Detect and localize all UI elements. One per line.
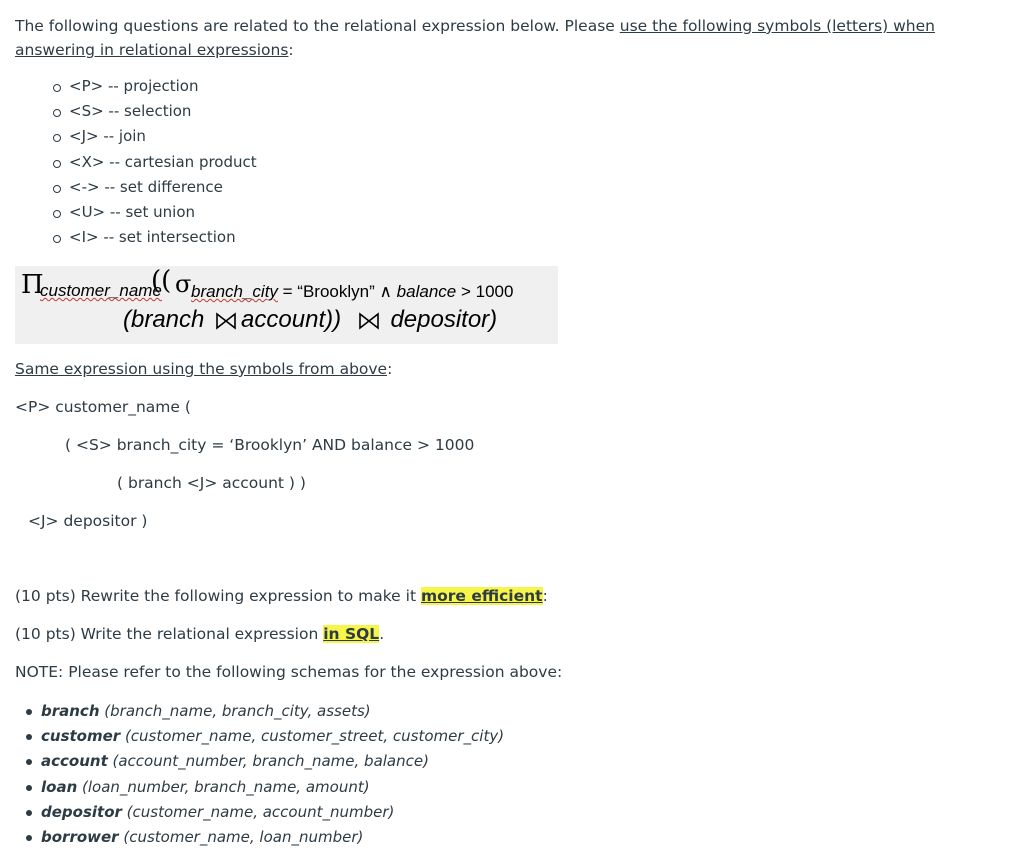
question-2 bbox=[15, 623, 384, 645]
expression-line: <P> customer_name ( bbox=[15, 398, 191, 416]
schema-name: loan bbox=[41, 777, 78, 796]
same-expression-label bbox=[15, 358, 392, 380]
schema-item bbox=[25, 749, 504, 774]
relational-formula-image bbox=[15, 266, 558, 344]
intro-paragraph bbox=[15, 14, 1005, 62]
schema-item bbox=[25, 699, 504, 724]
schema-name: account bbox=[41, 752, 108, 771]
pi-symbol: Π bbox=[21, 270, 44, 300]
selection-eq: = “Brooklyn” ∧ bbox=[277, 282, 397, 301]
schema-attrs: (loan_number, branch_name, amount) bbox=[77, 777, 370, 796]
question-2-end: . bbox=[379, 625, 385, 643]
symbol-item: <I> -- set intersection bbox=[53, 225, 1005, 250]
open-parens: (( bbox=[151, 266, 172, 296]
question-1 bbox=[15, 585, 548, 607]
symbol-item: <S> -- selection bbox=[53, 99, 1005, 124]
formula-depositor: depositor) bbox=[390, 306, 498, 333]
join-icon bbox=[358, 312, 380, 330]
question-2-text: (10 pts) Write the relational expression bbox=[15, 625, 324, 643]
symbol-item: <U> -- set union bbox=[53, 200, 1005, 225]
schema-name: branch bbox=[41, 702, 100, 720]
schema-item bbox=[25, 775, 504, 800]
formula-branch: (branch bbox=[123, 306, 205, 333]
schema-attrs: (account_number, branch_name, balance) bbox=[107, 752, 429, 771]
schema-item bbox=[25, 724, 504, 749]
symbol-list bbox=[15, 74, 1005, 250]
schema-attrs: (branch_name, branch_city, assets) bbox=[99, 702, 371, 720]
intro-colon: : bbox=[288, 41, 294, 59]
join-icon bbox=[215, 312, 237, 330]
symbol-item: <J> -- join bbox=[53, 124, 1005, 149]
intro-text: The following questions are related to the relational expression below. Please bbox=[15, 17, 620, 35]
selection-rest: > 1000 bbox=[456, 282, 514, 301]
schema-attrs: (customer_name, customer_street, customer_city) bbox=[120, 727, 505, 746]
schema-attrs: (customer_name, account_number) bbox=[121, 802, 395, 821]
schema-item bbox=[25, 825, 504, 850]
question-1-text: (10 pts) Rewrite the following expression to make it bbox=[15, 587, 421, 605]
schema-note: NOTE: Please refer to the following schemas for the expression above: bbox=[15, 663, 563, 681]
formula-line-2 bbox=[123, 306, 497, 334]
projection-subscript: customer_name bbox=[40, 281, 162, 300]
formula-account: account)) bbox=[241, 306, 342, 333]
selection-attr2: balance bbox=[396, 282, 457, 301]
expression-line: ( <S> branch_city = ‘Brooklyn’ AND balance > 1000 bbox=[65, 436, 475, 454]
schema-name: borrower bbox=[41, 828, 119, 847]
sigma-symbol: σ bbox=[175, 270, 192, 298]
question-1-end: : bbox=[542, 587, 548, 605]
symbol-item: <-> -- set difference bbox=[53, 175, 1005, 200]
selection-attr: branch_city bbox=[191, 282, 278, 301]
schema-item bbox=[25, 800, 504, 825]
schema-attrs: (customer_name, loan_number) bbox=[118, 828, 364, 847]
schema-name: depositor bbox=[41, 802, 122, 821]
question-content bbox=[15, 14, 1005, 847]
question-2-highlight: in SQL bbox=[323, 625, 380, 643]
intro-symbols-instruction: use the following symbols (letters) when answering in relational expressions bbox=[15, 17, 935, 59]
symbol-item: <P> -- projection bbox=[53, 74, 1005, 99]
expression-line: ( branch <J> account ) ) bbox=[117, 474, 306, 492]
same-expression-colon: : bbox=[387, 360, 393, 378]
expression-line: <J> depositor ) bbox=[28, 512, 148, 530]
schema-list bbox=[25, 699, 504, 850]
question-1-highlight: more efficient bbox=[420, 587, 543, 605]
schema-name: customer bbox=[41, 727, 121, 746]
same-expression-text: Same expression using the symbols from above bbox=[15, 360, 388, 378]
symbol-item: <X> -- cartesian product bbox=[53, 150, 1005, 175]
selection-subscript bbox=[191, 282, 513, 302]
